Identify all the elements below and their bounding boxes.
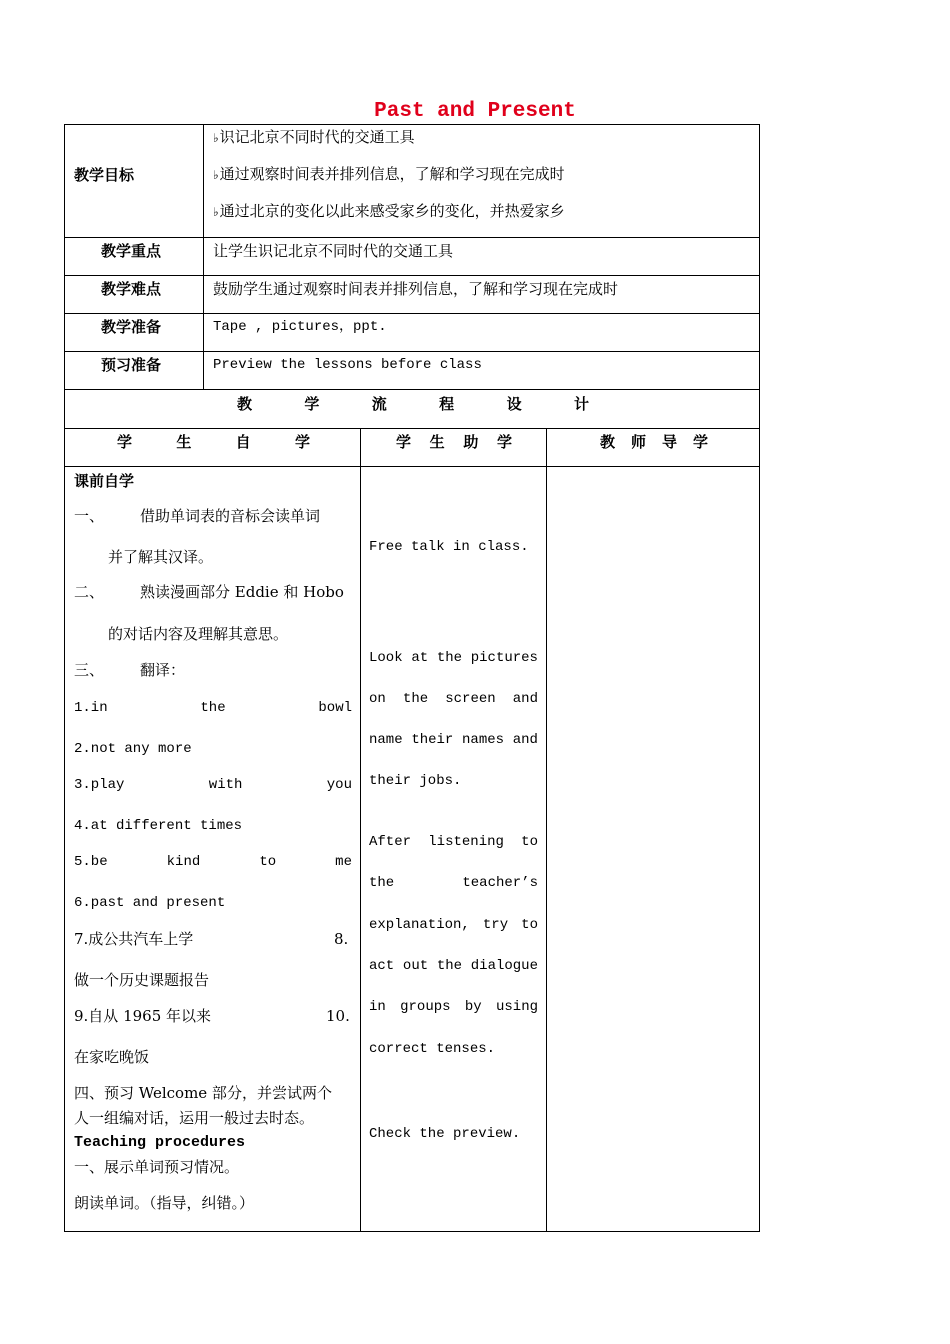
row-divider	[64, 313, 760, 314]
row-divider	[64, 275, 760, 276]
table-border-bottom	[64, 1231, 760, 1232]
phrase-item: 8.	[334, 930, 349, 948]
objective-item: ♭通过观察时间表并排列信息，了解和学习现在完成时	[213, 165, 565, 183]
objectives-label: 教学目标	[74, 166, 135, 184]
item-text: 并了解其汉译。	[108, 548, 214, 566]
column-header-teacher-guide: 教 师 导 学	[600, 433, 708, 451]
assist-text: their jobs.	[369, 773, 462, 789]
phrase-item: 在家吃晚饭	[74, 1048, 150, 1066]
item-number: 一、	[74, 507, 105, 525]
key-points-label: 教学重点	[101, 242, 162, 260]
phrase-item: 2.not any more	[74, 741, 192, 757]
objective-item: ♭通过北京的变化以此来感受家乡的变化，并热爱家乡	[213, 202, 565, 220]
item-text: 四、预习 Welcome 部分，并尝试两个	[74, 1084, 332, 1102]
page-title: Past and Present	[374, 100, 576, 123]
item-text: 熟读漫画部分 Eddie 和 Hobo	[140, 583, 344, 601]
objective-item: ♭识记北京不同时代的交通工具	[213, 128, 415, 146]
assist-text: After listening to	[369, 834, 538, 850]
phrase-item: 5.be kind to me	[74, 854, 352, 870]
column-divider	[546, 428, 547, 1232]
table-border-right	[759, 124, 760, 1232]
item-text: 借助单词表的音标会读单词	[140, 507, 321, 525]
row-divider	[64, 466, 760, 467]
assist-text: act out the dialogue	[369, 958, 538, 974]
phrase-item: 4.at different times	[74, 818, 243, 834]
item-text: 翻译：	[140, 661, 186, 679]
bullet-icon: ♭	[213, 168, 219, 182]
row-divider	[64, 428, 760, 429]
assist-text: name their names and	[369, 732, 538, 748]
column-header-peer-study: 学 生 助 学	[396, 433, 512, 451]
assist-text: Look at the pictures	[369, 650, 538, 666]
item-number: 三、	[74, 661, 105, 679]
table-border-top	[64, 124, 760, 125]
assist-text: explanation, try to	[369, 917, 538, 933]
phrase-item: 6.past and present	[74, 895, 226, 911]
label-column-divider	[203, 124, 204, 390]
procedure-step: 朗读单词。（指导，纠错。）	[74, 1194, 255, 1212]
phrase-item: 7.成公共汽车上学	[74, 930, 194, 948]
preparation-value: Tape , pictures，ppt.	[213, 319, 387, 335]
difficulties-value: 鼓励学生通过观察时间表并排列信息，了解和学习现在完成时	[213, 280, 619, 298]
assist-text: the teacher’s	[369, 875, 538, 891]
bullet-icon: ♭	[213, 205, 219, 219]
row-divider	[64, 351, 760, 352]
procedures-heading: Teaching procedures	[74, 1134, 246, 1151]
item-text: 人一组编对话，运用一般过去时态。	[74, 1109, 315, 1127]
item-text: 的对话内容及理解其意思。	[108, 625, 289, 643]
key-points-value: 让学生识记北京不同时代的交通工具	[213, 242, 454, 260]
assist-text: Free talk in class.	[369, 539, 529, 555]
assist-text: on the screen and	[369, 691, 538, 707]
procedure-step: 一、展示单词预习情况。	[74, 1158, 240, 1176]
phrase-item: 做一个历史课题报告	[74, 971, 210, 989]
phrase-item: 1.in the bowl	[74, 700, 352, 716]
bullet-icon: ♭	[213, 131, 219, 145]
preparation-label: 教学准备	[101, 318, 162, 336]
phrase-item: 9.自从 1965 年以来	[74, 1007, 212, 1025]
assist-text: Check the preview.	[369, 1126, 521, 1142]
column-divider	[360, 428, 361, 1232]
row-divider	[64, 237, 760, 238]
phrase-item: 10.	[326, 1007, 350, 1025]
assist-text: correct tenses.	[369, 1041, 496, 1057]
difficulties-label: 教学难点	[101, 280, 162, 298]
row-divider	[64, 389, 760, 390]
assist-text: in groups by using	[369, 999, 538, 1015]
self-study-heading: 课前自学	[74, 472, 135, 490]
design-header: 教 学 流 程 设 计	[237, 395, 589, 413]
item-number: 二、	[74, 583, 105, 601]
phrase-item: 3.play with you	[74, 777, 352, 793]
preview-value: Preview the lessons before class	[213, 357, 482, 373]
preview-label: 预习准备	[101, 356, 162, 374]
table-border-left	[64, 124, 65, 1232]
column-header-self-study: 学 生 自 学	[117, 433, 310, 451]
